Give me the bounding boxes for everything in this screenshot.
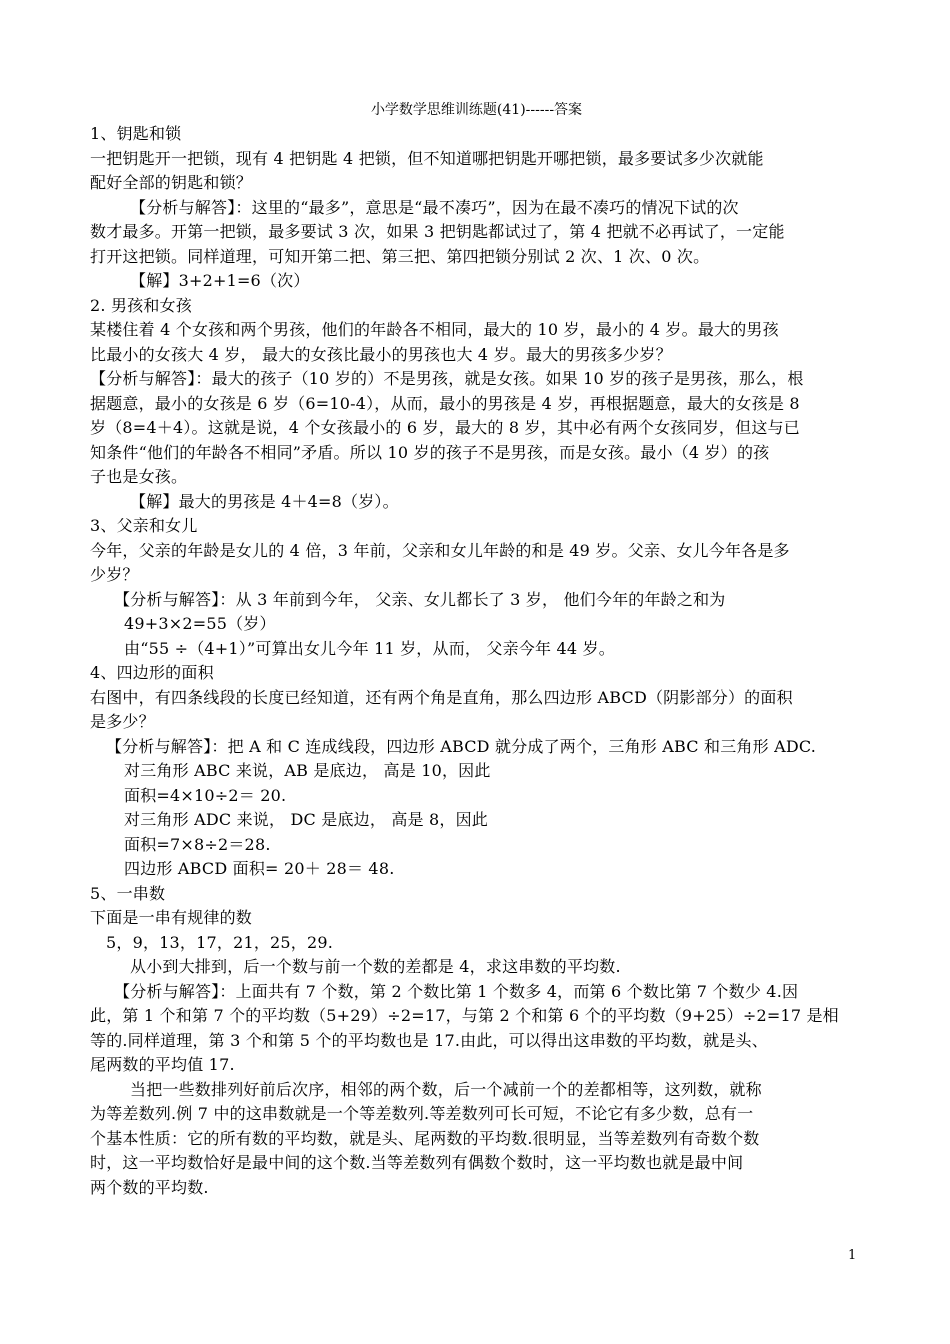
text-line: 等的.同样道理，第 3 个和第 5 个的平均数也是 17.由此，可以得出这串数的平均数，就是头、 — [90, 1030, 768, 1050]
text-line: 5，9，13，17，21，25，29. — [106, 932, 334, 952]
text-line: 【分析与解答】：从 3 年前到今年， 父亲、女儿都长了 3 岁， 他们今年的年龄之和为 — [114, 589, 726, 609]
text-line: 【分析与解答】：把 A 和 C 连成线段，四边形 ABCD 就分成了两个，三角形 ABC 和三角形 ADC. — [106, 736, 817, 756]
text-line: 下面是一串有规律的数 — [90, 908, 253, 927]
text-line: 对三角形 ABC 来说，AB 是底边， 高是 10，因此 — [124, 761, 491, 780]
text-line: 一把钥匙开一把锁，现有 4 把钥匙 4 把锁，但不知道哪把钥匙开哪把锁，最多要试多少次就能 — [90, 148, 764, 168]
text-line: 某楼住着 4 个女孩和两个男孩，他们的年龄各不相同，最大的 10 岁，最小的 4 岁。最大的男孩 — [90, 320, 779, 339]
text-line: 2. 男孩和女孩 — [90, 295, 192, 315]
text-line: 个基本性质：它的所有数的平均数，就是头、尾两数的平均数.很明显，当等差数列有奇数个数 — [90, 1128, 760, 1148]
text-line: 4、四边形的面积 — [90, 663, 214, 682]
text-line: 据题意，最小的女孩是 6 岁（6=10-4），从而，最小的男孩是 4 岁，再根据题意，最大的女孩是 8 — [90, 393, 800, 413]
text-line: 5、一串数 — [90, 883, 166, 903]
text-line: 尾两数的平均值 17. — [90, 1055, 235, 1074]
text-line: 为等差数列.例 7 中的这串数就是一个等差数列.等差数列可长可短，不论它有多少数，总有一 — [90, 1104, 754, 1123]
text-line: 对三角形 ADC 来说， DC 是底边， 高是 8，因此 — [124, 810, 488, 829]
document-title: 小学数学思维训练题(41)------答案 — [370, 102, 583, 118]
document-body — [90, 122, 865, 1200]
text-line: 比最小的女孩大 4 岁， 最大的女孩比最小的男孩也大 4 岁。最大的男孩多少岁？ — [90, 344, 672, 364]
text-line: 此，第 1 个和第 7 个的平均数（5+29）÷2=17，与第 2 个和第 6 个的平均数（9+25）÷2=17 是相 — [90, 1006, 839, 1025]
text-line: 【分析与解答】：这里的“最多”，意思是“最不凑巧”，因为在最不凑巧的情况下试的次 — [130, 197, 739, 217]
text-line: 由“55 ÷（4+1）”可算出女儿今年 11 岁，从而， 父亲今年 44 岁。 — [124, 638, 615, 658]
text-line: 【分析与解答】：最大的孩子（10 岁的）不是男孩，就是女孩。如果 10 岁的孩子是男孩，那么，根 — [90, 369, 804, 388]
text-line: 两个数的平均数. — [90, 1177, 209, 1197]
text-line: 面积=4×10÷2＝ 20. — [124, 785, 287, 805]
text-line: 岁（8=4＋4）。这就是说，4 个女孩最小的 6 岁，最大的 8 岁，其中必有两个女孩同岁，但这与已 — [90, 418, 800, 437]
page-number: 1 — [848, 1248, 857, 1263]
text-line: 子也是女孩。 — [90, 467, 188, 486]
text-line: 少岁？ — [90, 565, 139, 584]
text-line: 右图中，有四条线段的长度已经知道，还有两个角是直角，那么四边形 ABCD（阴影部分）的面积 — [90, 687, 793, 707]
text-line: 面积=7×8÷2＝28. — [124, 834, 271, 854]
text-line: 49+3×2=55（岁） — [124, 614, 276, 633]
text-line: 1、钥匙和锁 — [90, 124, 182, 143]
text-line: 时，这一平均数恰好是最中间的这个数.当等差数列有偶数个数时，这一平均数也就是最中间 — [90, 1153, 744, 1172]
text-line: 是多少？ — [90, 712, 155, 731]
text-line: 从小到大排到，后一个数与前一个数的差都是 4，求这串数的平均数. — [130, 957, 621, 976]
document-page — [90, 100, 865, 1200]
text-line: 【分析与解答】：上面共有 7 个数，第 2 个数比第 1 个数多 4，而第 6 个数比第 7 个数少 4.因 — [114, 981, 799, 1001]
text-line: 知条件“他们的年龄各不相同”矛盾。所以 10 岁的孩子不是男孩，而是女孩。最小（4 岁）的孩 — [90, 442, 770, 462]
text-line: 【解】最大的男孩是 4＋4=8（岁）。 — [130, 491, 399, 511]
text-line: 当把一些数排列好前后次序，相邻的两个数，后一个减前一个的差都相等，这列数，就称 — [130, 1079, 762, 1099]
text-line: 四边形 ABCD 面积= 20＋ 28＝ 48. — [124, 859, 395, 878]
text-line: 今年，父亲的年龄是女儿的 4 倍，3 年前，父亲和女儿年龄的和是 49 岁。父亲、女儿今年各是多 — [90, 540, 790, 560]
text-line: 3、父亲和女儿 — [90, 516, 198, 535]
text-line: 打开这把锁。同样道理，可知开第二把、第三把、第四把锁分别试 2 次、1 次、0 次。 — [90, 246, 710, 266]
text-line: 【解】3+2+1=6（次） — [130, 271, 310, 290]
text-line: 配好全部的钥匙和锁？ — [90, 173, 253, 192]
text-line: 数才最多。开第一把锁，最多要试 3 次，如果 3 把钥匙都试过了，第 4 把就不必再试了，一定能 — [90, 222, 785, 241]
